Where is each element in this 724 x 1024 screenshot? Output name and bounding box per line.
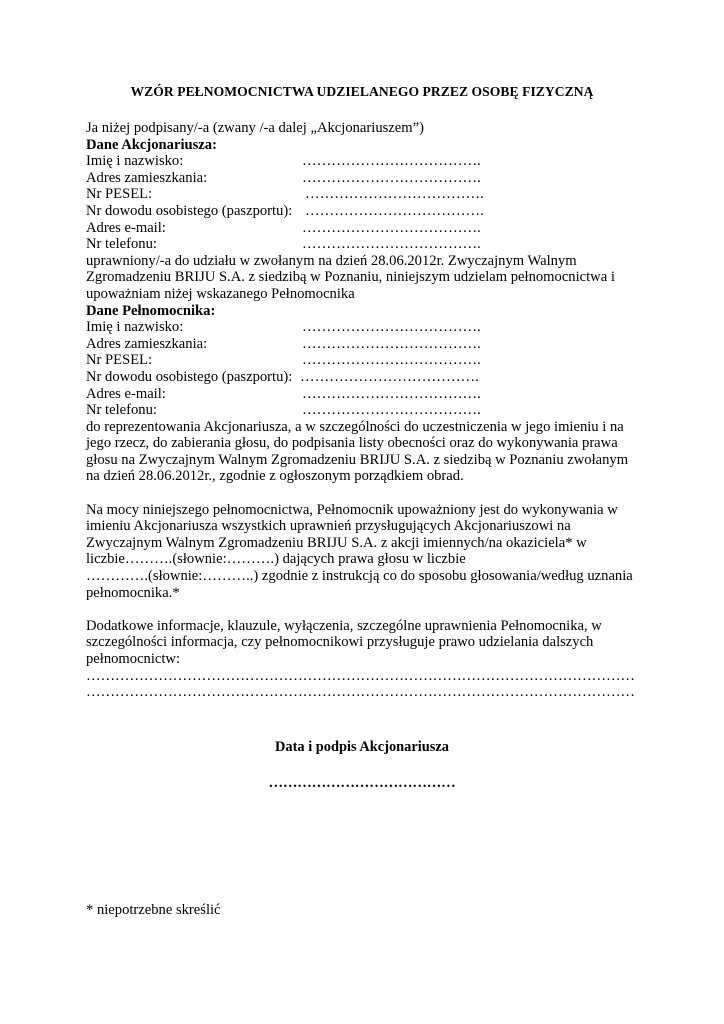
- paragraph-line: na dzień 28.06.2012r., zgodnie z ogłoszonym porządkiem obrad.: [86, 468, 464, 485]
- form-field-row: [86, 203, 639, 220]
- paragraph-line: pełnomocnictw:: [86, 651, 181, 667]
- field-label: Imię i nazwisko:: [86, 319, 184, 336]
- paragraph-line: Zgromadzeniu BRIJU S.A. z siedzibą w Poznaniu, niniejszym udzielam pełnomocnictwa i: [86, 269, 615, 286]
- form-field-row: [86, 236, 639, 253]
- field-blank: ……………………………….: [302, 352, 481, 369]
- additional-info-paragraph: [86, 618, 639, 668]
- document-title: WZÓR PEŁNOMOCNICTWA UDZIELANEGO PRZEZ OSOBĘ FIZYCZNĄ: [130, 84, 594, 99]
- proxy-fields: [86, 319, 639, 419]
- form-field-row: [86, 336, 639, 353]
- authorization-paragraph: [86, 253, 639, 303]
- paragraph-line: ………….(słownie:………..) zgodnie z instrukcją co do sposobu głosowania/według uznania: [86, 568, 633, 585]
- form-field-row: [86, 153, 639, 170]
- blank-dotted-line: ……………………………………………………………………………………………………: [86, 684, 635, 701]
- field-blank: ……………………………….: [305, 202, 484, 219]
- footnote: * niepotrzebne skreślić: [86, 902, 221, 918]
- spacer: [86, 601, 639, 618]
- field-blank: ……………………………….: [302, 335, 481, 352]
- field-label: Nr PESEL:: [86, 186, 153, 203]
- field-blank: ……………………………….: [302, 385, 481, 402]
- paragraph-line: Na mocy niniejszego pełnomocnictwa, Pełnomocnik upoważniony jest do wykonywania w: [86, 501, 618, 518]
- paragraph-line: do reprezentowania Akcjonariusza, a w szczególności do uczestniczenia w jego imieniu i na: [86, 418, 624, 435]
- field-blank: ……………………………….: [302, 402, 481, 419]
- field-blank: ……………………………….: [305, 186, 484, 203]
- paragraph-line: pełnomocnika.*: [86, 584, 180, 601]
- field-blank: ……………………………….: [302, 153, 481, 170]
- signature-line: …………………………………: [268, 775, 456, 791]
- field-label: Nr dowodu osobistego (paszportu):: [86, 368, 293, 385]
- field-label: Imię i nazwisko:: [86, 153, 184, 170]
- document-body: [86, 120, 639, 701]
- paragraph-line: upoważniam niżej wskazanego Pełnomocnika: [86, 285, 355, 302]
- paragraph-line: Dodatkowe informacje, klauzule, wyłączenia, szczególne uprawnienia Pełnomocnika, w: [86, 617, 602, 634]
- blank-dotted-line: ……………………………………………………………………………………………………: [86, 667, 635, 684]
- field-blank: ……………………………….: [302, 219, 481, 236]
- paragraph-line: głosu na Zwyczajnym Walnym Zgromadzeniu BRIJU S.A. z siedzibą w Poznaniu zwołanym: [86, 451, 629, 468]
- field-label: Adres e-mail:: [86, 219, 166, 236]
- field-label: Nr PESEL:: [86, 352, 153, 369]
- shareholder-fields: [86, 153, 639, 253]
- field-label: Nr telefonu:: [86, 402, 157, 419]
- paragraph-line: szczególności informacja, czy pełnomocnikowi przysługuje prawo udzielania dalszych: [86, 634, 594, 651]
- spacer: [86, 485, 639, 502]
- paragraph-line: uprawniony/-a do udziału w zwołanym na dzień 28.06.2012r. Zwyczajnym Walnym: [86, 252, 577, 269]
- field-label: Adres zamieszkania:: [86, 335, 208, 352]
- field-label: Adres zamieszkania:: [86, 169, 208, 186]
- signature-label: Data i podpis Akcjonariusza: [275, 739, 449, 755]
- form-field-row: [86, 319, 639, 336]
- field-blank: ……………………………….: [302, 319, 481, 336]
- form-field-row: [86, 402, 639, 419]
- shareholder-heading: Dane Akcjonariusza:: [86, 136, 217, 153]
- paragraph-line: jego rzecz, do zabierania głosu, do podpisania listy obecności oraz do wykonywania prawa: [86, 435, 618, 452]
- intro-text: Ja niżej podpisany/-a (zwany /-a dalej „Akcjonariuszem”): [86, 120, 424, 136]
- representation-paragraph: [86, 419, 639, 485]
- field-blank: ……………………………….: [300, 368, 479, 385]
- form-field-row: [86, 220, 639, 237]
- form-field-row: [86, 186, 639, 203]
- field-blank: ……………………………….: [302, 236, 481, 253]
- power-paragraph: [86, 502, 639, 602]
- additional-info-blanks: [86, 668, 639, 701]
- paragraph-line: imieniu Akcjonariusza wszystkich uprawnień przysługujących Akcjonariuszowi na: [86, 518, 571, 535]
- field-label: Nr dowodu osobistego (paszportu):: [86, 202, 293, 219]
- form-field-row: [86, 386, 639, 403]
- paragraph-line: liczbie……….(słownie:……….) dających prawa głosu w liczbie: [86, 551, 466, 568]
- field-blank: ……………………………….: [302, 169, 481, 186]
- field-label: Adres e-mail:: [86, 385, 166, 402]
- form-field-row: [86, 369, 639, 386]
- paragraph-line: Zwyczajnym Walnym Zgromadzeniu BRIJU S.A. z akcji imiennych/na okaziciela* w: [86, 534, 587, 551]
- form-field-row: [86, 170, 639, 187]
- form-field-row: [86, 352, 639, 369]
- field-label: Nr telefonu:: [86, 236, 157, 253]
- proxy-heading: Dane Pełnomocnika:: [86, 302, 216, 319]
